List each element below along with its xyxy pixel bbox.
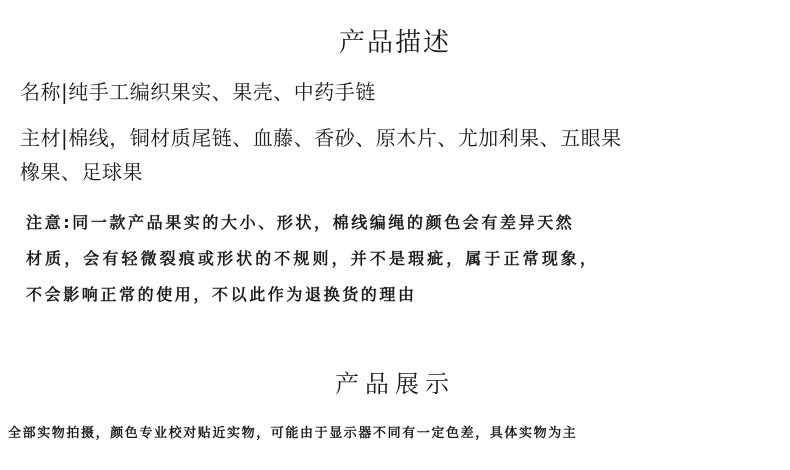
product-description-title: 产品描述: [338, 28, 451, 58]
product-name-line: 名称|纯手工编织果实、果壳、中药手链: [20, 80, 376, 104]
product-material-line: 主材|棉线，铜材质尾链、血藤、香砂、原木片、尤加利果、五眼果: [20, 126, 622, 150]
product-material-line-continued: 橡果、足球果: [20, 160, 143, 184]
notice-line-2: 材质，会有轻微裂痕或形状的不规则，并不是瑕疵，属于正常现象，: [26, 249, 600, 268]
photo-disclaimer: 全部实物拍摄，颜色专业校对贴近实物，可能由于显示器不同有一定色差，具体实物为主: [8, 426, 578, 441]
notice-line-1: 注意:同一款产品果实的大小、形状，棉线编绳的颜色会有差异天然: [26, 213, 575, 232]
notice-line-3: 不会影响正常的使用，不以此作为退换货的理由: [26, 285, 417, 304]
product-showcase-title: 产品展示: [335, 370, 455, 398]
